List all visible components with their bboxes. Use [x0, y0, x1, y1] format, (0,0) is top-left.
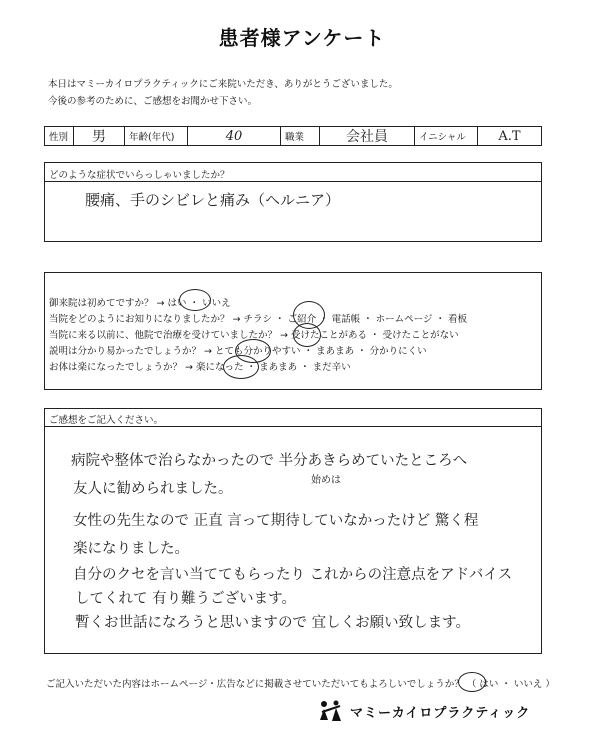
- answer-circle-received: [293, 323, 321, 347]
- impressions-section: [44, 408, 542, 654]
- initial-value: A.T: [498, 128, 521, 144]
- impression-line-2: 友人に勧められました。: [73, 481, 233, 497]
- impressions-label: ご感想をご記入ください。: [49, 415, 164, 426]
- impression-line-5: 自分のクセを言い当ててもらったり これからの注意点をアドバイス: [73, 567, 513, 583]
- intro-line-2: 今後の参考のために、ご感想をお聞かせ下さい。: [48, 96, 258, 107]
- question-2-options: → チラシ ・ ご紹介 ・ 電話帳 ・ ホームページ ・ 看板: [232, 314, 467, 325]
- symptom-section: [44, 162, 542, 242]
- page-title: 患者様アンケート: [218, 26, 386, 50]
- impression-line-4: 楽になりました。: [73, 541, 189, 557]
- symptom-question: どのような症状でいらっしゃいましたか？: [49, 170, 230, 181]
- answer-circle-relieved: [223, 355, 259, 379]
- question-4-options: → とても分かりやすい ・ まあまあ ・ 分かりにくい: [204, 346, 427, 357]
- question-5: [49, 359, 351, 373]
- gender-value: 男: [74, 127, 125, 145]
- intro-line-1: 本日はマミーカイロプラクティックにご来院いただき、ありがとうございました。: [48, 79, 398, 90]
- question-3-text: 当院に来る以前に、他院で治療を受けていましたか？: [49, 330, 278, 341]
- job-label: 職業: [285, 132, 305, 143]
- consent-circle-yes: [458, 672, 486, 692]
- job-value: 会社員: [320, 127, 415, 145]
- question-5-text: お体は楽になったでしょうか？: [49, 362, 183, 373]
- impression-line-6: してくれて 有り難うございます。: [75, 591, 296, 607]
- patient-info-row: [44, 126, 542, 146]
- clinic-name: マミーカイロプラクティック: [350, 705, 531, 721]
- impression-line-7: 暫くお世話になろうと思いますので 宜しくお願い致します。: [75, 615, 470, 631]
- question-1-options: → はい ・ いいえ: [156, 298, 231, 309]
- impression-line-1: 病院や整体で治らなかったので 半分あきらめていたところへ: [71, 453, 468, 469]
- consent-options: （ はい ・ いいえ ）: [466, 679, 555, 690]
- question-5-options: → 楽になった ・ まあまあ ・ まだ辛い: [185, 362, 351, 373]
- question-2-text: 当院をどのようにお知りになりましたか？: [49, 314, 230, 325]
- consent-text: ご記入いただいた内容はホームページ・広告などに掲載させていただいてもよろしいでしょうか？: [46, 679, 464, 690]
- impressions-margin-note: 始めは: [311, 475, 341, 486]
- clinic-logo: [318, 700, 530, 722]
- age-label: 年齢(年代): [129, 132, 175, 143]
- question-4-text: 説明は分かり易かったでしょうか？: [49, 346, 202, 357]
- answer-circle-yes: [179, 289, 211, 311]
- symptom-answer: 腰痛、手のシビレと痛み（ヘルニア）: [85, 191, 341, 209]
- question-1-text: 御来院は初めてですか？: [49, 298, 154, 309]
- age-value: 40: [188, 127, 281, 145]
- initial-label: イニシャル: [419, 132, 466, 143]
- gender-label: 性別: [49, 132, 69, 143]
- family-logo-icon: [318, 700, 344, 722]
- question-3-options: → 受けたことがある ・ 受けたことがない: [280, 330, 459, 341]
- question-2: [49, 311, 467, 325]
- impression-line-3: 女性の先生なので 正直 言って期待していなかったけど 驚く程: [73, 513, 479, 529]
- questions-section: [44, 272, 542, 390]
